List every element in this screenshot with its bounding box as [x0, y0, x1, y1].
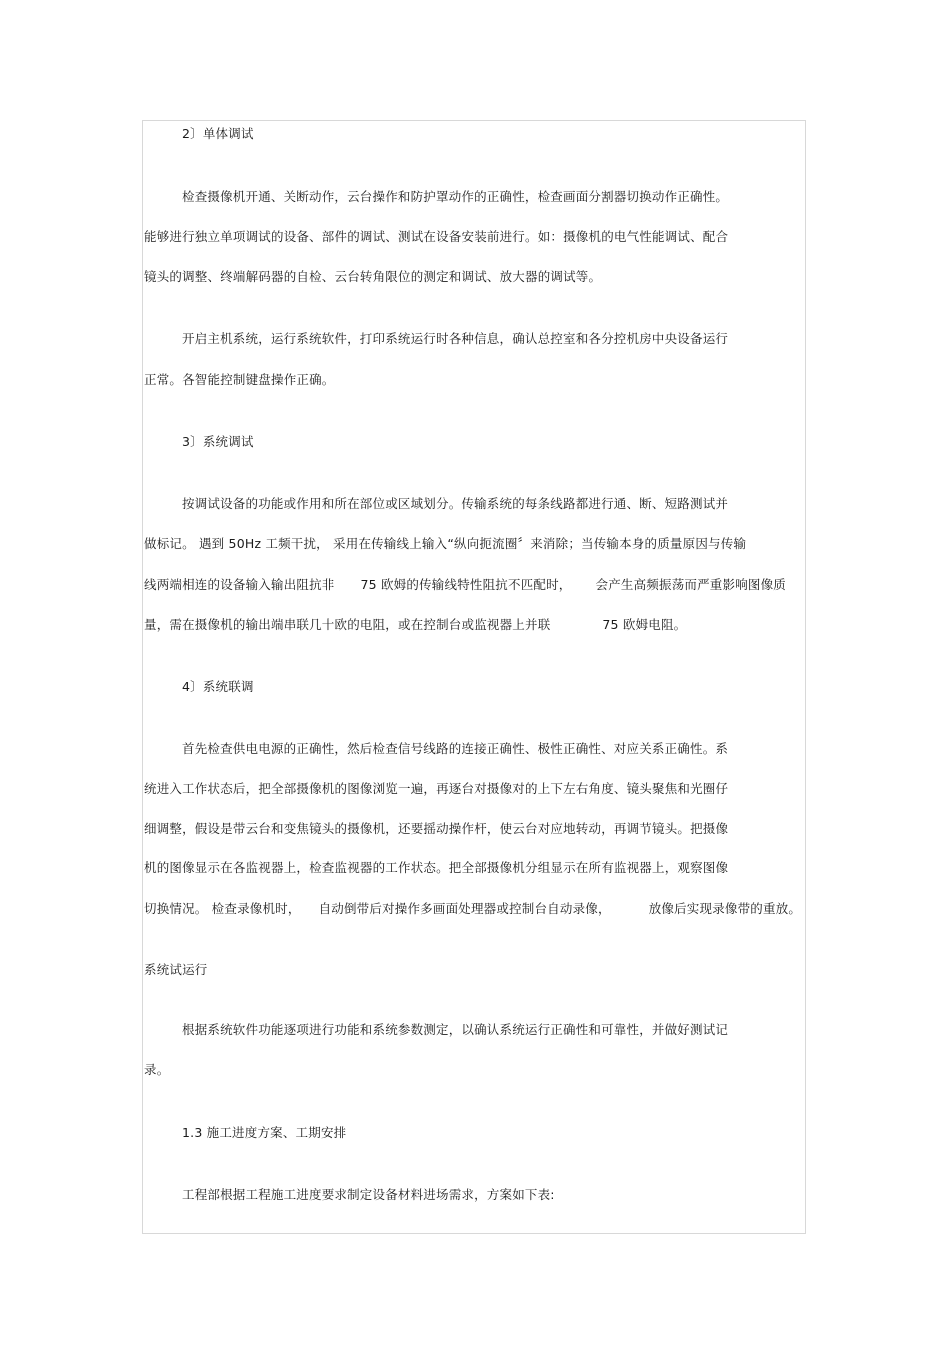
section-heading-system-joint-debug: 4〕系统联调 [182, 679, 254, 694]
paragraph-line: 统进入工作状态后，把全部摄像机的图像浏览一遍，再逐台对摄像对的上下左右角度、镜头聚焦和光圈仔 [144, 781, 729, 796]
text-segment: 自动倒带后对操作多画面处理器或控制台自动录像， [318, 901, 611, 916]
text-segment: 会产生高频振荡而严重影响图像质 [595, 577, 787, 592]
paragraph-line [144, 901, 801, 917]
text-segment: 75 欧姆的传输线特性阻抗不匹配时， [360, 577, 572, 592]
section-heading-trial-run: 系统试运行 [144, 962, 208, 977]
paragraph-line: 根据系统软件功能逐项进行功能和系统参数测定，以确认系统运行正确性和可靠性，并做好测试记 [182, 1022, 729, 1037]
paragraph-line: 首先检查供电电源的正确性，然后检查信号线路的连接正确性、极性正确性、对应关系正确性。系 [182, 741, 729, 756]
text-segment: 切换情况。 检查录像机时， [144, 901, 301, 916]
paragraph-line: 机的图像显示在各监视器上，检查监视器的工作状态。把全部摄像机分组显示在所有监视器上，观察图像 [144, 860, 729, 875]
section-heading-unit-debug: 2〕单体调试 [182, 126, 254, 141]
paragraph-line: 镜头的调整、终端解码器的自检、云台转角限位的测定和调试、放大器的调试等。 [144, 269, 602, 284]
page-frame [142, 120, 806, 1234]
paragraph-line: 工程部根据工程施工进度要求制定设备材料进场需求，方案如下表: [182, 1187, 555, 1202]
paragraph-line: 能够进行独立单项调试的设备、部件的调试、测试在设备安装前进行。如：摄像机的电气性能调试、配合 [144, 229, 729, 244]
paragraph-line: 细调整，假设是带云台和变焦镜头的摄像机，还要摇动操作杆，使云台对应地转动，再调节镜头。把摄像 [144, 821, 729, 836]
paragraph-line [144, 577, 786, 593]
paragraph-line [144, 617, 686, 633]
section-heading-system-debug: 3〕系统调试 [182, 434, 254, 449]
text-segment: 线两端相连的设备输入输出阻抗非 [144, 577, 335, 592]
paragraph-line: 正常。各智能控制键盘操作正确。 [144, 372, 335, 387]
text-segment: 量，需在摄像机的输出端串联几十欧的电阻，或在控制台或监视器上并联 [144, 617, 551, 632]
paragraph-line: 检查摄像机开通、关断动作，云台操作和防护罩动作的正确性，检查画面分割器切换动作正确性。 [182, 189, 729, 204]
section-heading-schedule: 1.3 施工进度方案、工期安排 [182, 1125, 347, 1140]
paragraph-line: 做标记。 遇到 50Hz 工频干扰， 采用在传输线上输入“纵向扼流圈〞来消除；当传输本身的质量原因与传输 [144, 536, 747, 551]
text-segment: 放像后实现录像带的重放。 [648, 901, 802, 916]
paragraph-line: 开启主机系统，运行系统软件，打印系统运行时各种信息，确认总控室和各分控机房中央设备运行 [182, 331, 729, 346]
paragraph-line: 按调试设备的功能或作用和所在部位或区域划分。传输系统的每条线路都进行通、断、短路测试并 [182, 496, 729, 511]
text-segment: 75 欧姆电阻。 [602, 617, 687, 632]
paragraph-line: 录。 [144, 1062, 170, 1077]
